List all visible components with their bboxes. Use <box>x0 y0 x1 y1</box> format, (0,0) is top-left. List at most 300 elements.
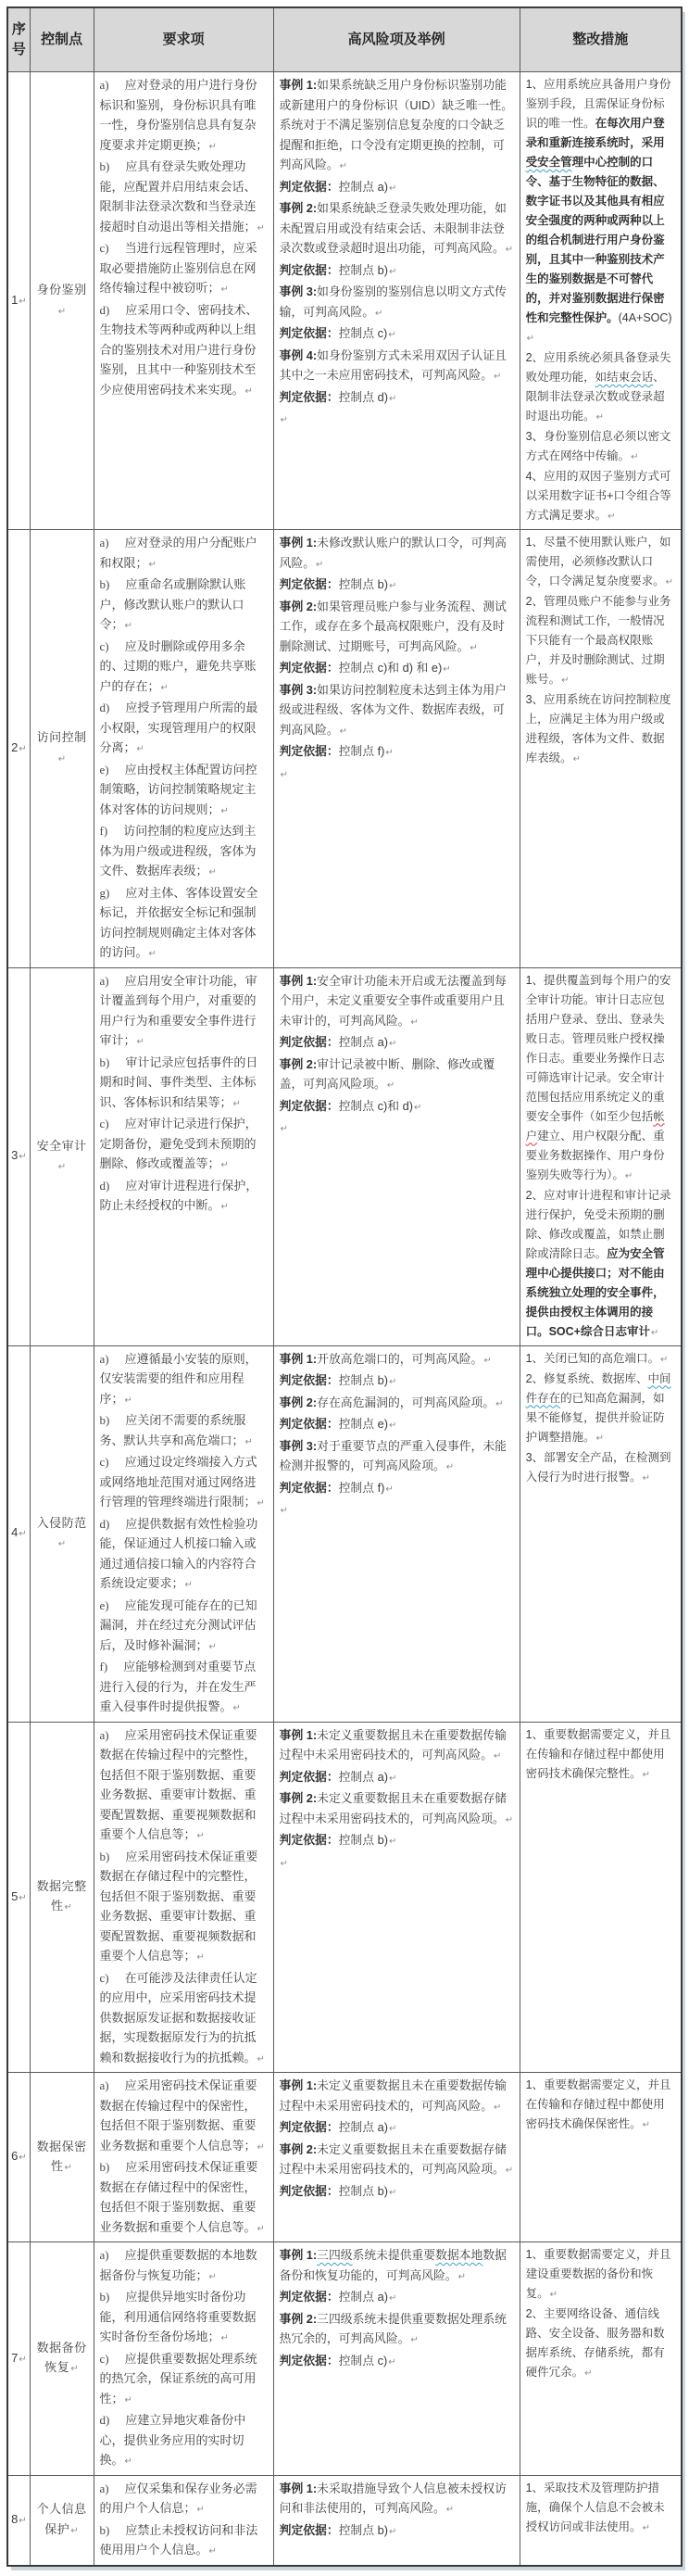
text: 未定义重要数据且未在重要数据传输过程中未采用密码技术的，可判高风险。 <box>279 1727 507 1762</box>
row-number <box>10 290 28 312</box>
risk-paragraph <box>280 1478 514 1500</box>
text: 应提供数据有效性检验功能，保证通过人机接口输入或通过通信接口输入的内容符合系统设定要求； <box>99 1516 258 1590</box>
requirement-letter: g) <box>99 885 110 900</box>
text: 的已知高危漏洞，如果不能修复，提供并验证防护调整措施。 <box>525 1391 665 1444</box>
risk-paragraph <box>280 1349 514 1371</box>
requirement-item <box>100 2349 268 2411</box>
row-number <box>10 2509 28 2532</box>
text: 1、关闭已知的高危端口。 <box>525 1351 660 1365</box>
text: 控制点 c)和 d) <box>338 1098 413 1113</box>
risk-paragraph <box>280 2287 514 2309</box>
text: 5 <box>11 1888 19 1903</box>
fix-paragraph <box>526 690 675 769</box>
header-row <box>7 7 682 72</box>
requirement-letter: d) <box>99 302 110 317</box>
text: 控制点 c)和 d) 和 e) <box>338 661 443 675</box>
requirement-item <box>100 575 268 637</box>
fix-paragraph <box>526 1349 675 1370</box>
text: 数据完整性 <box>36 1878 87 1913</box>
bold-text: 判定依据： <box>279 2522 339 2537</box>
control-point-label <box>32 2338 92 2380</box>
requirements-cell <box>94 72 273 530</box>
fix-paragraph <box>526 592 675 690</box>
requirement-item <box>100 2479 268 2520</box>
text: 应对审计进程进行保护，防止未经授权的中断。 <box>99 1178 258 1212</box>
requirement-letter: b) <box>99 1849 110 1863</box>
requirement-letter: b) <box>99 1413 110 1427</box>
control-point-label <box>32 1513 92 1555</box>
row-number-cell <box>7 2242 30 2476</box>
text: 1 <box>11 292 19 307</box>
bold-text: 事例 1: <box>279 2078 318 2092</box>
fix-paragraph <box>526 1725 675 1785</box>
text: 3 <box>11 1148 19 1163</box>
control-point-label <box>32 280 92 322</box>
text: 应采用密码技术保证重要数据在存储过程中的保密性，包括但不限于鉴别数据、重要业务数据和重要个人信息等。 <box>99 2160 258 2234</box>
requirement-letter: a) <box>99 2248 109 2262</box>
text: 存在高危漏洞的，可判高风险项。 <box>317 1395 495 1409</box>
text: 未修改默认账户的默认口令，可判高风险。 <box>279 536 507 570</box>
col-header-requirements-label: 要求项 <box>162 32 205 47</box>
text: 1、提供覆盖到每个用户的安全审计功能。审计日志应包括用户登录、登出、登录失败日志。管理员账户授权操作日志。重要业务操作日志可筛选审计记录。安全审计范围包括应用系统定义的重要安全事件（如至少包括 <box>525 973 671 1123</box>
text: 未定义重要数据且未在重要数据存储过程中未采用密码技术的，可判高风险项。 <box>279 2141 507 2176</box>
text: 如身份鉴别方式未采用双因子认证且其中之一未应用密码技术，可判高风险。 <box>279 347 507 382</box>
bold-text: 应为安全管理中心提供接口；对不能由系统独立处理的安全事件，提供由授权主体调用的接口。SOC+综合日志审计 <box>525 1246 665 1338</box>
text: 控制点 a) <box>338 1769 388 1784</box>
requirement-letter: e) <box>99 762 109 777</box>
requirement-letter: a) <box>99 78 109 92</box>
row-number-cell <box>7 2475 30 2566</box>
text: 如果系统缺乏登录失败处理功能，如未配置启用或没有结束会话、未限制非法登录次数或登录超时退出功能，可判高风险。 <box>279 201 507 255</box>
control-point-cell <box>30 967 94 1345</box>
bold-text: 判定依据： <box>279 2353 339 2368</box>
text: 1、尽量不使用默认账户，如需使用，必须修改默认口令，口令满足复杂度要求。 <box>525 536 671 587</box>
requirement-item <box>100 1725 268 1847</box>
text: (4A+SOC) <box>618 311 672 324</box>
high-risk-examples-cell <box>273 1345 520 1722</box>
requirement-letter: f) <box>99 1660 108 1673</box>
bold-text: 事例 2: <box>279 201 318 215</box>
rectification-measures-cell <box>520 530 682 968</box>
requirement-letter: e) <box>99 1597 109 1612</box>
requirement-letter: b) <box>99 577 110 591</box>
bold-text: 事例 3: <box>279 284 318 298</box>
text: 数据保密性 <box>36 2139 87 2173</box>
text: 控制点 f) <box>338 744 385 758</box>
bold-text: 判定依据： <box>279 179 339 194</box>
high-risk-examples-cell <box>273 2475 520 2566</box>
text: 身份鉴别 <box>36 283 87 297</box>
col-header-no-label: 序号 <box>11 21 26 57</box>
requirement-letter: a) <box>99 2078 109 2092</box>
high-risk-examples-cell <box>273 2242 520 2476</box>
table-row-5 <box>7 1722 682 2073</box>
text: 在可能涉及法律责任认定的应用中，应采用密码技术提供数据原发证据和数据接收证据，实现数据原发行为的抗抵赖和数据接收行为的抗抵赖。 <box>99 1970 257 2065</box>
requirement-item <box>100 2410 268 2472</box>
text: 应能发现可能存在的已知漏洞，并在经过充分测试评估后，及时修补漏洞； <box>99 1597 257 1652</box>
rectification-measures-cell <box>520 2475 682 2566</box>
requirement-item <box>100 1657 268 1719</box>
text: 控制点 c) <box>338 326 388 340</box>
text: 应采用密码技术保证重要数据在传输过程中的保密性，包括但不限于鉴别数据、重要业务数据和重要个人信息等； <box>99 2078 257 2153</box>
row-number <box>10 1522 28 1545</box>
risk-paragraph <box>280 1830 514 1852</box>
high-risk-examples-cell <box>273 967 520 1345</box>
risk-paragraph <box>280 2351 514 2373</box>
text: 数据本地 <box>435 2248 483 2262</box>
requirement-letter: b) <box>99 2160 110 2174</box>
bold-text: 事例 2: <box>279 2311 318 2326</box>
bold-text: 事例 3: <box>279 1438 318 1453</box>
bold-text: 判定依据： <box>279 1480 339 1495</box>
control-point-label <box>32 727 92 769</box>
text: 帐户 <box>525 1109 665 1143</box>
requirements-cell <box>94 530 273 968</box>
risk-paragraph <box>280 282 514 323</box>
requirement-letter: d) <box>99 1178 110 1193</box>
row-number-cell <box>7 1722 30 2073</box>
text: 应启用安全审计功能，审计覆盖到每个用户，对重要的用户行为和重要安全事件进行审计； <box>99 973 257 1047</box>
risk-paragraph <box>280 1032 514 1054</box>
requirement-letter: a) <box>99 2481 109 2495</box>
risk-paragraph <box>280 1767 514 1789</box>
risk-paragraph <box>280 1393 514 1415</box>
requirement-letter: a) <box>99 1351 109 1366</box>
text: 应对登录的用户进行身份标识和鉴别，身份标识具有唯一性，身份鉴别信息具有复杂度要求并定期更换； <box>99 78 257 152</box>
rectification-measures-cell <box>520 1722 682 2073</box>
bold-text: 判定依据： <box>279 744 339 758</box>
table-row-7 <box>7 2242 682 2476</box>
col-header-requirements <box>94 7 273 72</box>
text: 1、重要数据需要定义，并且在传输和存储过程中都使用密码技术确保保密性。 <box>525 2078 671 2130</box>
text: 审计记录应包括事件的日期和时间、事件类型、主体标识、客体标识和结果等； <box>99 1054 258 1109</box>
risk-paragraph <box>280 2309 514 2351</box>
bold-text: 判定依据： <box>279 1417 339 1431</box>
risk-paragraph <box>280 764 514 786</box>
bold-text: 事例 3: <box>279 682 318 697</box>
control-point-cell <box>30 72 94 530</box>
text: 控制点 c) <box>338 2353 388 2368</box>
requirements-cell <box>94 1345 273 1722</box>
text: 个人信息保护 <box>36 2502 87 2536</box>
risk-paragraph <box>280 260 514 283</box>
bold-text: 事例 1: <box>279 536 318 549</box>
risk-paragraph <box>280 1852 514 1875</box>
text: 控制点 f) <box>338 1480 385 1495</box>
requirement-letter: a) <box>99 973 109 988</box>
bold-text: 事例 1: <box>279 2481 318 2495</box>
control-point-cell <box>30 2475 94 2566</box>
row-number-cell <box>7 1345 30 1722</box>
control-point-cell <box>30 530 94 968</box>
text: 应禁止未授权访问和非法使用用户个人信息。 <box>99 2522 258 2557</box>
col-header-no <box>7 7 30 72</box>
requirement-letter: c) <box>99 1455 109 1469</box>
text: 应对主体、客体设置安全标记，并依据安全标记和强制访问控制规则确定主体对客体的访问。 <box>99 885 258 959</box>
table-row-6 <box>7 2073 682 2242</box>
risk-paragraph <box>280 1096 514 1118</box>
text: 7 <box>11 2350 19 2365</box>
text: 2、修复系统、数据库、 <box>525 1371 648 1385</box>
bold-text: 受安全管 <box>525 156 572 169</box>
requirement-item <box>100 2157 268 2239</box>
table-row-8 <box>7 2475 682 2566</box>
bold-text: 事例 2: <box>279 2141 318 2156</box>
risk-paragraph <box>280 2520 514 2543</box>
table-row-2 <box>7 530 682 968</box>
text: 建立、用户权限分配、重要业务数据操作、用户身份鉴别失败等行为）。 <box>525 1129 665 1181</box>
text: 、限制非法登录次数或登录超时退出功能。 <box>525 371 665 423</box>
col-header-risks-label: 高风险项及举例 <box>347 32 445 47</box>
requirements-cell <box>94 2242 273 2476</box>
risk-paragraph <box>280 680 514 742</box>
bold-text: 事例 2: <box>279 1395 318 1409</box>
text: 控制点 a) <box>338 2290 388 2304</box>
rectification-measures-cell <box>520 1345 682 1722</box>
requirement-item <box>100 533 268 575</box>
requirement-letter: f) <box>99 824 108 838</box>
text: 未定义重要数据且未在重要数据传输过程中未采用密码技术的，可判高风险。 <box>279 2078 507 2113</box>
bold-text: 事例 2: <box>279 1791 318 1805</box>
requirement-letter: b) <box>99 1054 110 1069</box>
bold-text: 理中心控制的口令、基于生物特征的数据、数字证书以及其他具有相应安全强度的两种或两种以上的组合机制进行用户身份鉴别，且其中一种鉴别技术产生的鉴别数据是不可替代的，并对鉴别数据进行保密性和完整性保护。 <box>525 156 665 324</box>
requirement-item <box>100 2287 268 2349</box>
text: 未采取措施导致个人信息被未授权访问和非法使用的，可判高风险。 <box>279 2481 507 2515</box>
col-header-control-point <box>30 7 94 72</box>
fix-paragraph <box>526 1370 675 1448</box>
risk-paragraph <box>280 1436 514 1478</box>
bold-text: 判定依据： <box>279 389 339 404</box>
fix-paragraph <box>526 348 675 427</box>
requirement-item <box>100 971 268 1053</box>
requirements-cell <box>94 2073 273 2242</box>
requirement-letter: a) <box>99 1727 109 1742</box>
text: 应通过设定终端接入方式或网络地址范围对通过网络进行管理的管理终端进行限制； <box>99 1455 257 1509</box>
text: 安全审计 <box>36 1138 87 1153</box>
text: 控制点 b) <box>338 262 388 277</box>
text: 数据备份恢复 <box>36 2340 87 2375</box>
fix-paragraph <box>526 1448 675 1488</box>
risk-paragraph <box>280 575 514 597</box>
risk-paragraph <box>280 387 514 410</box>
fix-paragraph <box>526 533 675 592</box>
table-row-4 <box>7 1345 682 1722</box>
fix-paragraph <box>526 2245 675 2305</box>
text: 3、身份鉴别信息必须以密文方式在网络中传输。 <box>525 430 671 462</box>
bold-text: 事例 1: <box>279 78 318 92</box>
requirement-item <box>100 157 268 238</box>
risk-paragraph <box>280 1788 514 1830</box>
text: 安全审计功能未开启或无法覆盖到每个用户，未定义重要安全事件或重要用户且未审计的，可判高风险。 <box>279 973 507 1028</box>
control-point-cell <box>30 2073 94 2242</box>
text: 访问控制的粒度应达到主体为用户级或进程级，客体为文件、数据库表级； <box>99 824 257 878</box>
requirement-letter: c) <box>99 638 109 653</box>
risk-paragraph <box>280 2117 514 2140</box>
text: 控制点 d) <box>338 389 388 404</box>
control-point-label <box>32 2499 92 2541</box>
requirement-letter: d) <box>99 2413 110 2427</box>
text: 控制点 b) <box>338 577 388 591</box>
bold-text: 判定依据： <box>279 2290 339 2304</box>
text: 如身份鉴别的鉴别信息以明文方式传输，可判高风险。 <box>279 284 507 319</box>
text: 3、应用系统在访问控制粒度上，应满足主体为用户级或进程级，客体为文件、数据库表级。 <box>525 693 671 764</box>
text: 如果系统缺乏用户身份标识鉴别功能或新建用户的身份标识（UID）缺乏唯一性。系统对于不满足鉴别信息复杂度的口令缺乏提醒和拒绝，口令没有定期更换的控制，可判高风险。 <box>279 78 514 171</box>
requirement-letter: d) <box>99 701 110 714</box>
text: 1、重要数据需要定义，并且建设重要数据的备份和恢复。 <box>525 2248 671 2300</box>
text: 2、主要网络设备、通信线路、安全设备、服务器和数据库系统、存储系统，都有硬件冗余。 <box>525 2307 665 2379</box>
text: 入侵防范 <box>36 1515 87 1530</box>
fix-paragraph <box>526 2305 675 2383</box>
text: 应提供异地实时备份功能，利用通信网络将重要数据实时备份至备份场地； <box>99 2290 257 2343</box>
high-risk-examples-cell <box>273 2073 520 2242</box>
requirement-item <box>100 698 268 760</box>
row-number <box>10 1887 28 1909</box>
text: 应采用口令、密码技术、生物技术等两种或两种以上组合的鉴别技术对用户进行身份鉴别，且其中一种鉴别技术至少应使用密码技术来实现。 <box>99 302 258 397</box>
risk-paragraph <box>280 2245 514 2287</box>
security-control-table <box>6 6 683 2567</box>
bold-text: 在每次用户登录和重新连接系统时，采用 <box>525 117 665 149</box>
row-number-cell <box>7 72 30 530</box>
bold-text: 判定依据： <box>279 1098 339 1113</box>
risk-paragraph <box>280 1725 514 1767</box>
row-number <box>10 2348 28 2370</box>
text: 1、重要数据需要定义，并且在传输和存储过程中都使用密码技术确保完整性。 <box>525 1727 671 1780</box>
requirement-item <box>100 238 268 300</box>
risk-paragraph <box>280 75 514 177</box>
fix-paragraph <box>526 1186 675 1343</box>
bold-text: 事例 2: <box>279 599 318 613</box>
col-header-control-point-label: 控制点 <box>41 32 83 47</box>
bold-text: 事例 1: <box>279 973 318 988</box>
col-header-fixes <box>520 7 682 72</box>
bold-text: 判定依据： <box>279 1833 339 1847</box>
row-number <box>10 738 28 760</box>
text: 3、部署安全产品，在检测到入侵行为时进行报警。 <box>525 1450 671 1484</box>
risk-paragraph <box>280 177 514 199</box>
requirement-item <box>100 1514 268 1596</box>
requirement-letter: c) <box>99 241 109 255</box>
text: 应对登录的用户分配账户和权限； <box>99 536 257 570</box>
text: 应采用密码技术保证重要数据在存储过程中的完整性，包括但不限于鉴别数据、重要业务数据、重要审计数据、重要配置数据、重要视频数据和重要个人信息等； <box>99 1849 258 1963</box>
requirements-cell <box>94 2475 273 2566</box>
bold-text: 判定依据： <box>279 262 339 277</box>
text: 控制点 b) <box>338 1833 388 1847</box>
requirement-item <box>100 1596 268 1658</box>
requirement-item <box>100 821 268 883</box>
control-point-label <box>32 1136 92 1178</box>
risk-paragraph <box>280 597 514 659</box>
col-header-risks <box>273 7 520 72</box>
text: 2、应对审计进程和审计记录进行保护，免受未预期的删除、修改或覆盖，如禁止删除或清除日志。 <box>525 1188 671 1260</box>
requirement-item <box>100 1349 268 1411</box>
text: 控制点 a) <box>338 1035 388 1049</box>
risk-paragraph <box>280 971 514 1033</box>
high-risk-examples-cell <box>273 1722 520 2073</box>
text: 2、应用系统必须具备登录失败处理功能， <box>525 351 671 384</box>
fix-paragraph <box>526 971 675 1186</box>
text: 控制点 b) <box>338 2183 388 2198</box>
requirement-item <box>100 2520 268 2562</box>
requirement-item <box>100 1176 268 1218</box>
text: 应遵循最小安装的原则，仅安装需要的组件和应用程序； <box>99 1351 257 1406</box>
requirement-letter: a) <box>99 536 109 549</box>
requirements-cell <box>94 967 273 1345</box>
requirement-item <box>100 637 268 699</box>
row-number-cell <box>7 2073 30 2242</box>
fix-paragraph <box>526 2076 675 2135</box>
text: 系统未提供重要 <box>352 2248 436 2262</box>
requirement-item <box>100 300 268 402</box>
text: 三四级系统未提供重要数据处理系统热冗余的，可判高风险。 <box>279 2311 507 2345</box>
requirement-letter: c) <box>99 1970 109 1985</box>
requirements-cell <box>94 1722 273 2073</box>
risk-paragraph <box>280 1118 514 1140</box>
requirement-letter: c) <box>99 1117 109 1130</box>
text: 应及时删除或停用多余的、过期的账户，避免共享账户的存在； <box>99 638 257 693</box>
risk-paragraph <box>280 1414 514 1436</box>
requirement-item <box>100 1847 268 1968</box>
text: 控制点 e) <box>338 1417 388 1431</box>
table-header <box>7 7 682 72</box>
col-header-fixes-label: 整改措施 <box>572 32 629 47</box>
fix-paragraph <box>526 75 675 348</box>
risk-paragraph <box>280 658 514 680</box>
row-number <box>10 1145 28 1168</box>
table-row-3 <box>7 967 682 1345</box>
bold-text: 判定依据： <box>279 2183 339 2198</box>
text: 应仅采集和保存业务必需的用户个人信息； <box>99 2481 257 2515</box>
fix-paragraph <box>526 427 675 467</box>
text: 未定义重要数据且未在重要数据存储过程中未采用密码技术的，可判高风险项。 <box>279 1791 507 1825</box>
high-risk-examples-cell <box>273 530 520 968</box>
requirement-item <box>100 75 268 157</box>
risk-paragraph <box>280 1054 514 1096</box>
text: 1、应用系统应具备用户身份鉴别手段，且需保证身份标识的唯一性。 <box>525 78 671 130</box>
row-number-cell <box>7 530 30 968</box>
text: 控制点 a) <box>338 179 388 194</box>
text: 应提供重要数据的本地数据备份与恢复功能； <box>99 2248 257 2282</box>
text: 4、应用的双因子鉴别方式可以采用数字证书+口令组合等方式满足要求。 <box>525 470 671 522</box>
requirement-letter: b) <box>99 2290 110 2304</box>
text: 应对审计记录进行保护，定期备份，避免受到未预期的删除、修改或覆盖等； <box>99 1117 257 1170</box>
text: 如结束会话 <box>595 371 654 384</box>
text: 三四级 <box>317 2248 353 2262</box>
bold-text: 判定依据： <box>279 577 339 591</box>
text: 应能够检测到对重要节点进行入侵的行为，并在发生严重入侵事件时提供报警。 <box>99 1660 257 1713</box>
fix-paragraph <box>526 467 675 526</box>
text: 控制点 b) <box>338 1373 388 1387</box>
requirement-item <box>100 883 268 965</box>
text: 4 <box>11 1525 19 1540</box>
bold-text: 判定依据： <box>279 2120 339 2134</box>
requirement-item <box>100 1053 268 1115</box>
text: 应建立异地灾难备份中心，提供业务应用的实时切换。 <box>99 2413 246 2467</box>
rectification-measures-cell <box>520 2242 682 2476</box>
risk-paragraph <box>280 346 514 387</box>
text: 对于重要节点的严重入侵事件，未能检测并报警的，可判高风险项。 <box>279 1438 507 1472</box>
fix-paragraph <box>526 2479 675 2538</box>
text: 审计记录被中断、删除、修改或覆盖，可判高风险项。 <box>279 1056 495 1091</box>
text: 6 <box>11 2149 19 2164</box>
requirement-item <box>100 1452 268 1514</box>
control-point-cell <box>30 2242 94 2476</box>
risk-paragraph <box>280 323 514 346</box>
text: 应由授权主体配置访问控制策略，访问控制策略规定主体对客体的访问规则； <box>99 762 257 816</box>
text: 当进行远程管理时，应采取必要措施防止鉴别信息在网络传输过程中被窃听； <box>99 241 257 295</box>
high-risk-examples-cell <box>273 72 520 530</box>
bold-text: 判定依据： <box>279 1769 339 1784</box>
bold-text: 事例 2: <box>279 1056 318 1071</box>
